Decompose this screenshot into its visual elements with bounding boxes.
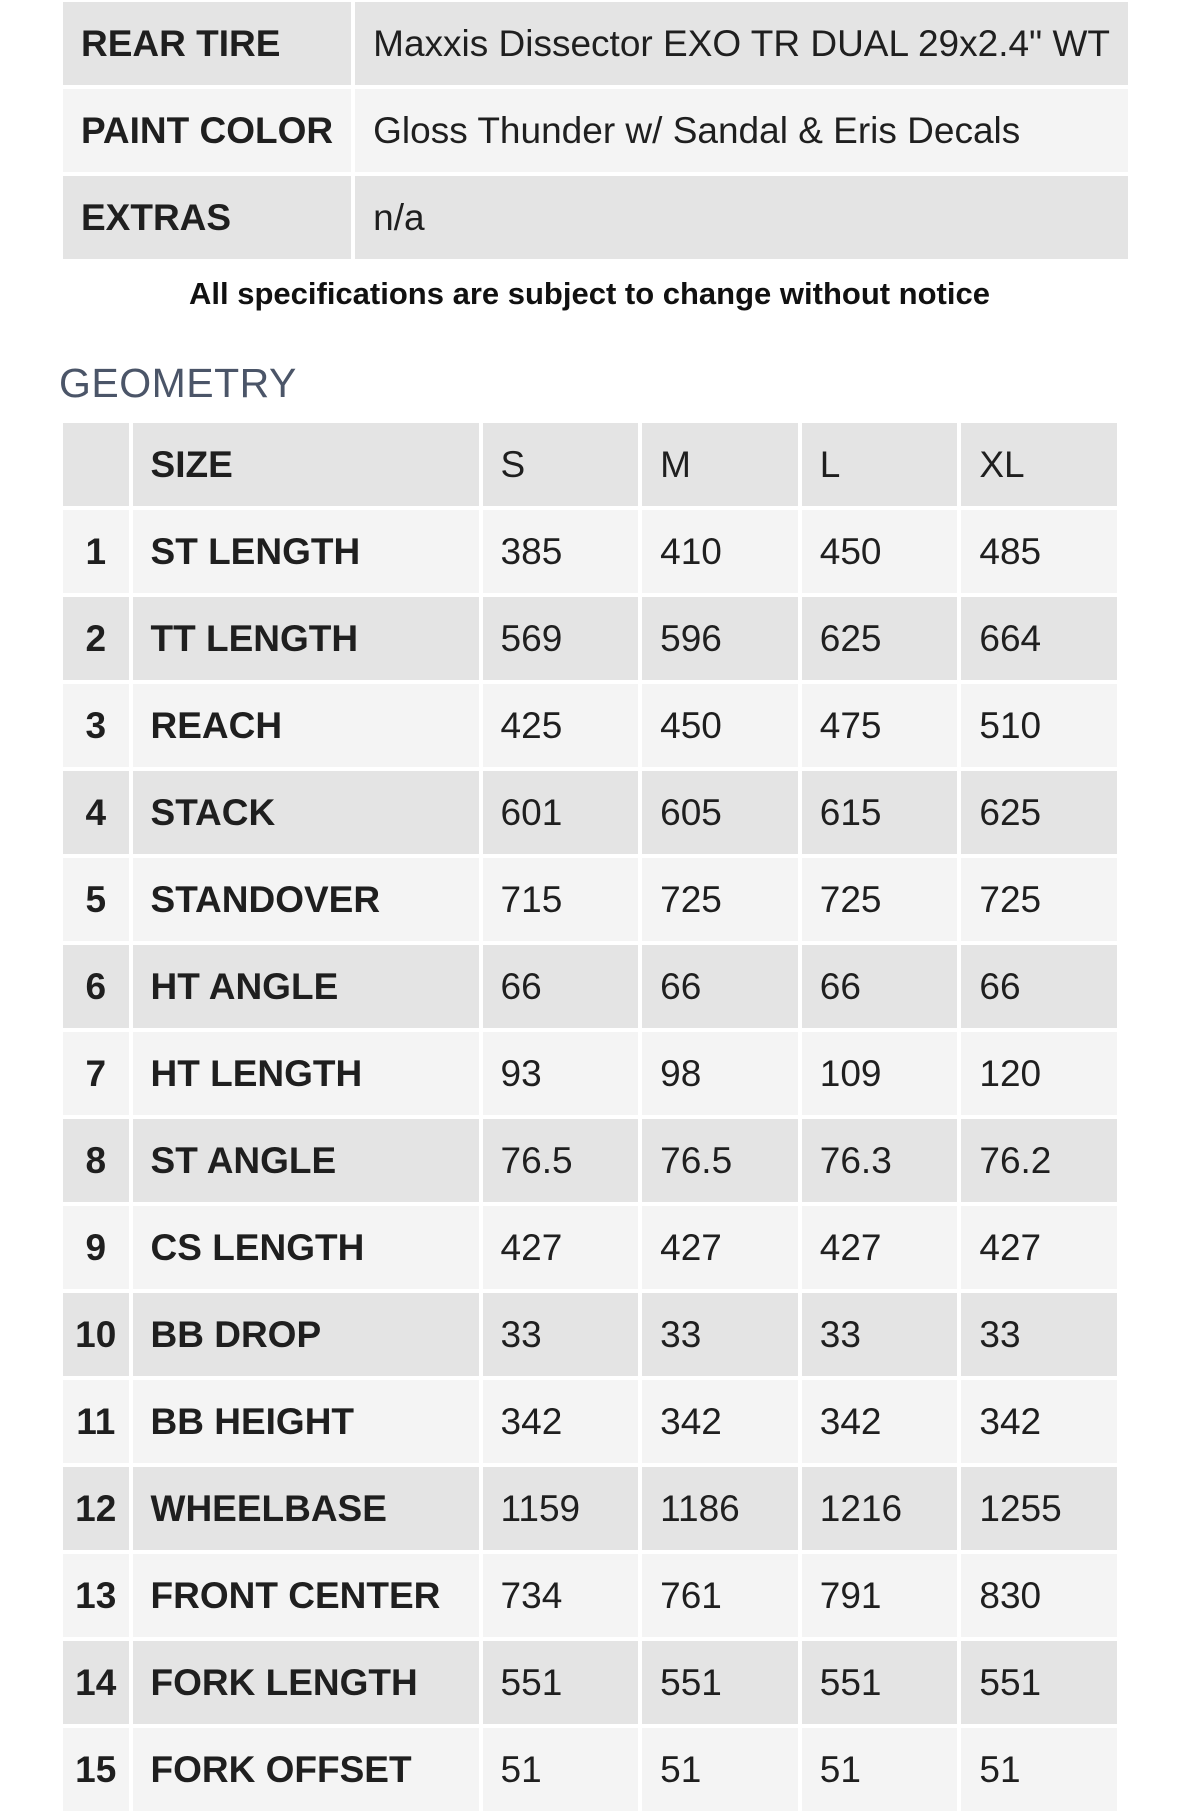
measurement-value: 76.5 [642, 1119, 798, 1202]
header-index-cell [63, 423, 129, 506]
measurement-name: WHEELBASE [133, 1467, 479, 1550]
spec-row [63, 176, 1128, 259]
measurement-value: 427 [483, 1206, 639, 1289]
spec-value: Maxxis Dissector EXO TR DUAL 29x2.4" WT [355, 2, 1128, 85]
row-number: 4 [63, 771, 129, 854]
spec-value: Gloss Thunder w/ Sandal & Eris Decals [355, 89, 1128, 172]
measurement-value: 342 [802, 1380, 958, 1463]
geometry-row [63, 597, 1117, 680]
row-number: 10 [63, 1293, 129, 1376]
measurement-value: 1255 [961, 1467, 1117, 1550]
header-size-l: L [802, 423, 958, 506]
geometry-row [63, 945, 1117, 1028]
measurement-value: 427 [961, 1206, 1117, 1289]
measurement-name: FORK OFFSET [133, 1728, 479, 1811]
measurement-value: 66 [961, 945, 1117, 1028]
spec-value: n/a [355, 176, 1128, 259]
spec-label: PAINT COLOR [63, 89, 351, 172]
geometry-row [63, 1380, 1117, 1463]
row-number: 2 [63, 597, 129, 680]
measurement-value: 33 [642, 1293, 798, 1376]
row-number: 13 [63, 1554, 129, 1637]
row-number: 11 [63, 1380, 129, 1463]
measurement-value: 1159 [483, 1467, 639, 1550]
measurement-value: 66 [802, 945, 958, 1028]
measurement-value: 625 [802, 597, 958, 680]
measurement-value: 33 [483, 1293, 639, 1376]
geometry-row [63, 1119, 1117, 1202]
measurement-value: 485 [961, 510, 1117, 593]
measurement-value: 51 [483, 1728, 639, 1811]
measurement-value: 109 [802, 1032, 958, 1115]
measurement-value: 551 [802, 1641, 958, 1724]
measurement-name: ST ANGLE [133, 1119, 479, 1202]
measurement-name: FORK LENGTH [133, 1641, 479, 1724]
geometry-row [63, 858, 1117, 941]
geometry-title: GEOMETRY [59, 360, 297, 406]
measurement-value: 551 [483, 1641, 639, 1724]
header-size-m: M [642, 423, 798, 506]
measurement-value: 664 [961, 597, 1117, 680]
spec-label: EXTRAS [63, 176, 351, 259]
measurement-value: 51 [642, 1728, 798, 1811]
measurement-value: 830 [961, 1554, 1117, 1637]
row-number: 3 [63, 684, 129, 767]
measurement-value: 450 [802, 510, 958, 593]
spec-table [59, 0, 1132, 263]
measurement-value: 51 [961, 1728, 1117, 1811]
geometry-row [63, 510, 1117, 593]
geometry-row [63, 1641, 1117, 1724]
row-number: 5 [63, 858, 129, 941]
measurement-value: 725 [961, 858, 1117, 941]
row-number: 12 [63, 1467, 129, 1550]
measurement-value: 450 [642, 684, 798, 767]
measurement-value: 791 [802, 1554, 958, 1637]
spec-row [63, 89, 1128, 172]
geometry-table [59, 419, 1121, 1815]
row-number: 7 [63, 1032, 129, 1115]
measurement-value: 761 [642, 1554, 798, 1637]
row-number: 6 [63, 945, 129, 1028]
measurement-value: 569 [483, 597, 639, 680]
measurement-name: REACH [133, 684, 479, 767]
geometry-header-row [63, 423, 1117, 506]
measurement-value: 725 [802, 858, 958, 941]
row-number: 1 [63, 510, 129, 593]
measurement-value: 66 [642, 945, 798, 1028]
measurement-value: 76.5 [483, 1119, 639, 1202]
measurement-value: 33 [961, 1293, 1117, 1376]
row-number: 9 [63, 1206, 129, 1289]
measurement-name: FRONT CENTER [133, 1554, 479, 1637]
measurement-value: 66 [483, 945, 639, 1028]
geometry-row [63, 1728, 1117, 1811]
measurement-value: 1216 [802, 1467, 958, 1550]
measurement-value: 342 [642, 1380, 798, 1463]
measurement-value: 725 [642, 858, 798, 941]
header-size-s: S [483, 423, 639, 506]
measurement-name: CS LENGTH [133, 1206, 479, 1289]
spec-notice: All specifications are subject to change without notice [189, 276, 990, 311]
measurement-value: 120 [961, 1032, 1117, 1115]
measurement-name: STANDOVER [133, 858, 479, 941]
measurement-value: 410 [642, 510, 798, 593]
measurement-value: 76.2 [961, 1119, 1117, 1202]
measurement-value: 510 [961, 684, 1117, 767]
geometry-row [63, 1293, 1117, 1376]
measurement-value: 715 [483, 858, 639, 941]
measurement-value: 342 [483, 1380, 639, 1463]
geometry-row [63, 1206, 1117, 1289]
measurement-value: 425 [483, 684, 639, 767]
measurement-name: HT LENGTH [133, 1032, 479, 1115]
measurement-value: 601 [483, 771, 639, 854]
measurement-value: 1186 [642, 1467, 798, 1550]
row-number: 8 [63, 1119, 129, 1202]
header-size-label: SIZE [133, 423, 479, 506]
spec-label: REAR TIRE [63, 2, 351, 85]
row-number: 15 [63, 1728, 129, 1811]
geometry-row [63, 771, 1117, 854]
geometry-row [63, 1467, 1117, 1550]
measurement-value: 734 [483, 1554, 639, 1637]
measurement-name: HT ANGLE [133, 945, 479, 1028]
measurement-value: 615 [802, 771, 958, 854]
measurement-name: STACK [133, 771, 479, 854]
measurement-name: ST LENGTH [133, 510, 479, 593]
measurement-value: 427 [802, 1206, 958, 1289]
measurement-value: 475 [802, 684, 958, 767]
measurement-value: 625 [961, 771, 1117, 854]
header-size-xl: XL [961, 423, 1117, 506]
measurement-value: 427 [642, 1206, 798, 1289]
geometry-row [63, 1032, 1117, 1115]
measurement-value: 33 [802, 1293, 958, 1376]
measurement-value: 98 [642, 1032, 798, 1115]
measurement-name: TT LENGTH [133, 597, 479, 680]
measurement-value: 342 [961, 1380, 1117, 1463]
measurement-value: 76.3 [802, 1119, 958, 1202]
measurement-name: BB HEIGHT [133, 1380, 479, 1463]
measurement-value: 385 [483, 510, 639, 593]
measurement-value: 551 [961, 1641, 1117, 1724]
measurement-value: 605 [642, 771, 798, 854]
geometry-row [63, 1554, 1117, 1637]
measurement-value: 551 [642, 1641, 798, 1724]
measurement-value: 596 [642, 597, 798, 680]
measurement-value: 93 [483, 1032, 639, 1115]
measurement-value: 51 [802, 1728, 958, 1811]
row-number: 14 [63, 1641, 129, 1724]
measurement-name: BB DROP [133, 1293, 479, 1376]
geometry-row [63, 684, 1117, 767]
spec-row [63, 2, 1128, 85]
